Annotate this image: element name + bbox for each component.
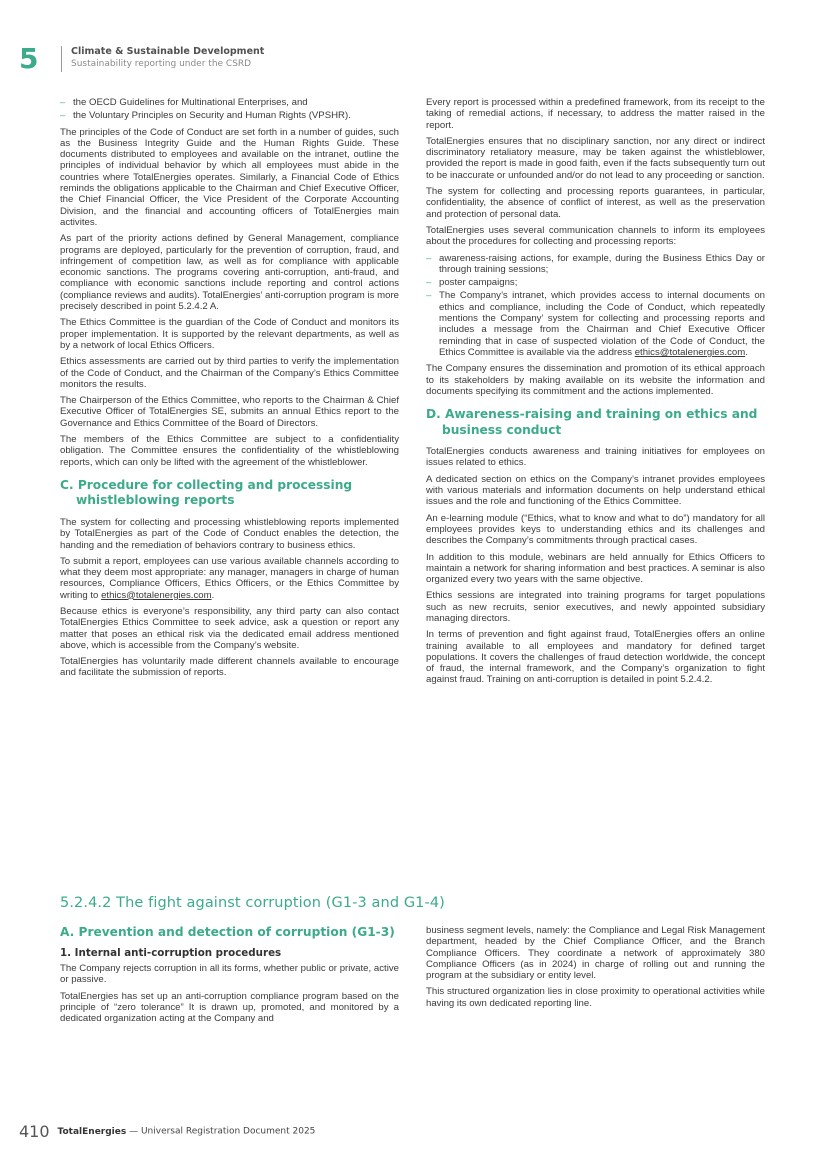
channels-end: . bbox=[211, 589, 215, 601]
paragraph: The members of the Ethics Committee are subject to a confidentiality obligation. The Committee ensures the confidentiality of the whistleblowing reports, which can only be lifted with the agreement of the whistleblower. bbox=[60, 434, 399, 468]
page-number: 410 bbox=[19, 1122, 50, 1141]
paragraph: business segment levels, namely: the Compliance and Legal Risk Management department, headed by the Chief Compliance Officer, and the Branch Compliance Officers. They coordinate a network of approximately 380 Compliance Officers (as in 2024) in charge of rolling out and running the program at the subsidiary or entity level. bbox=[426, 925, 765, 982]
bullet-intranet bbox=[426, 290, 765, 358]
section-d-line2: business conduct bbox=[442, 422, 562, 437]
bullet-awareness: – awareness-raising actions, for example, during the Business Ethics Day or through training sessions; bbox=[426, 253, 765, 276]
bullet-vpshr: – the Voluntary Principles on Security and Human Rights (VPSHR). bbox=[60, 110, 399, 121]
section-c-line2: whistleblowing reports bbox=[76, 493, 235, 508]
paragraph: Ethics assessments are carried out by third parties to verify the implementation of the Code of Conduct, and the Chairman of the Company’s Ethics Committee monitors the results. bbox=[60, 356, 399, 390]
right-column bbox=[426, 97, 765, 691]
footer-brand: TotalEnergies bbox=[57, 1126, 127, 1137]
intranet-end: . bbox=[745, 346, 748, 358]
channels-text: To submit a report, employees can use various available channels according to what they deem most appropriate: any manager, managers in charge of human resources, Compliance Officers, Ethics Officers, or the Ethics Committee by writing to bbox=[60, 555, 399, 601]
paragraph: The Chairperson of the Ethics Committee, who reports to the Chairman & Chief Executive Officer of TotalEnergies SE, submits an annual Ethics report to the Governance and Ethics Committee of the Board of Directors. bbox=[60, 395, 399, 429]
section-d-heading bbox=[426, 407, 765, 438]
ethics-email-link-2[interactable]: ethics@totalenergies.com bbox=[634, 346, 746, 358]
intranet-text: The Company’s intranet, which provides access to internal documents on ethics and compliance, including the Code of Conduct, which repeatedly mentions the Company’ system for collecting and processing reports and includes a message from the Chairman and Chief Executive Officer reminding that in case of suspected violation of the Code of Conduct, the Ethics Committee is available via the address bbox=[439, 290, 765, 358]
subsection-1-heading: 1. Internal anti-corruption procedures bbox=[60, 947, 282, 959]
paragraph: In addition to this module, webinars are held annually for Ethics Officers to maintain a network for sharing information and best practices. A seminar is also organized every two years with the same objective. bbox=[426, 551, 765, 586]
left-column bbox=[60, 97, 399, 684]
page-footer bbox=[19, 1122, 315, 1141]
paragraph: Every report is processed within a predefined framework, from its receipt to the taking of remedial actions, if necessary, to address the matter raised in the report. bbox=[426, 97, 765, 131]
paragraph: TotalEnergies has set up an anti-corruption compliance program based on the principle of “zero tolerance” It is drawn up, promoted, and monitored by a dedicated organization acting at the Company and bbox=[60, 990, 399, 1025]
ethics-email-link[interactable]: ethics@totalenergies.com bbox=[101, 589, 212, 601]
section-a-heading: A. Prevention and detection of corruption (G1-3) bbox=[60, 925, 395, 939]
chapter-number: 5 bbox=[19, 42, 39, 75]
paragraph: TotalEnergies uses several communication channels to inform its employees about the procedures for collecting and processing reports: bbox=[426, 224, 765, 248]
paragraph: The Ethics Committee is the guardian of the Code of Conduct and monitors its proper implementation. It is supported by the relevant departments, as well as by a network of local Ethics Officers. bbox=[60, 317, 399, 351]
paragraph: In terms of prevention and fight against fraud, TotalEnergies offers an online training available to all employees and mandatory for defined target populations. It covers the challenges of fraud detection worldwide, the concept of fraud, the internal framework, and the Company’s organization to fight against fraud. Training on anti-corruption is detailed in point 5.2.4.2. bbox=[426, 629, 765, 686]
paragraph: An e-learning module (“Ethics, what to know and what to do”) mandatory for all employees provides keys to understanding ethics and its challenges and describes the Company’s commitments through practical cases. bbox=[426, 512, 765, 547]
bottom-right-column bbox=[426, 925, 765, 1014]
paragraph: The system for collecting and processing reports guarantees, in particular, confidentiality, the absence of conflict of interest, as well as the preservation and protection of personal data. bbox=[426, 186, 765, 220]
paragraph: This structured organization lies in close proximity to operational activities while having its own dedicated reporting line. bbox=[426, 986, 765, 1009]
paragraph: The Company ensures the dissemination and promotion of its ethical approach to its stakeholders by making available on its website the information and documents specifying its commitment and the actions implemented. bbox=[426, 363, 765, 397]
section-c-line1: C. Procedure for collecting and processing bbox=[60, 477, 353, 492]
paragraph: Because ethics is everyone’s responsibility, any third party can also contact TotalEnergies Ethics Committee to seek advice, ask a question or report any matter that poses an ethical risk via the dedicated email address mentioned above, which is accessible from the Company’s website. bbox=[60, 605, 399, 651]
section-d-line1: D. Awareness-raising and training on ethics and bbox=[426, 407, 758, 422]
section-5242-heading: 5.2.4.2 The fight against corruption (G1-3 and G1-4) bbox=[60, 895, 445, 911]
bullet-poster: – poster campaigns; bbox=[426, 277, 765, 288]
paragraph: TotalEnergies conducts awareness and training initiatives for employees on issues related to ethics. bbox=[426, 446, 765, 469]
paragraph: TotalEnergies has voluntarily made different channels available to encourage and facilitate the submission of reports. bbox=[60, 656, 399, 679]
header-divider bbox=[61, 46, 62, 72]
paragraph: Ethics sessions are integrated into training programs for target populations such as new recruits, senior executives, and newly appointed subsidiary managing directors. bbox=[426, 590, 765, 624]
paragraph: The Company rejects corruption in all its forms, whether public or private, active or passive. bbox=[60, 963, 399, 986]
paragraph: The system for collecting and processing whistleblowing reports implemented by TotalEnergies as part of the Code of Conduct enables the detection, the handing and the remediation of behaviors contrary to business ethics. bbox=[60, 516, 399, 551]
paragraph: A dedicated section on ethics on the Company’s intranet provides employees with various materials and information documents on help understand ethical issues and the role and functioning of the Ethics Committee. bbox=[426, 473, 765, 508]
paragraph: As part of the priority actions defined by General Management, compliance programs are deployed, particularly for the prevention of corruption, fraud, and infringement of competition law, as well as for compliance with applicable economic sanctions. The programs covering anti-corruption, anti-fraud, and compliance with economic sanctions include reporting and control actions (compliance reviews and audits). TotalEnergies’ anti-corruption program is more precisely described in point 5.2.4.2 A. bbox=[60, 233, 399, 313]
header-subtitle: Sustainability reporting under the CSRD bbox=[71, 59, 252, 69]
section-c-heading bbox=[60, 478, 399, 509]
paragraph: TotalEnergies ensures that no disciplinary sanction, nor any direct or indirect discriminatory retaliatory measure, may be taken against the whistleblower, provided the report is made in good faith, even if the facts subsequently turn out to be inaccurate or unfounded and/or do not lead to any proceeding or sanction. bbox=[426, 135, 765, 181]
paragraph: The principles of the Code of Conduct are set forth in a number of guides, such as the Business Integrity Guide and the Human Rights Guide. These documents distributed to employees and available on the intranet, outline the principles of individual behavior by which all employees must abide in the countries where TotalEnergies operates. Similarly, a Financial Code of Ethics reminds the obligations applicable to the Chairman and Chief Executive Officer, the Chief Financial Officer, the Vice President of the Corporate Accounting Division, and the financial and accounting officers of TotalEnergies main activites. bbox=[60, 126, 399, 228]
bottom-left-column bbox=[60, 925, 399, 1029]
footer-document-title: — Universal Registration Document 2025 bbox=[126, 1126, 316, 1137]
paragraph-channels bbox=[60, 556, 399, 601]
header-title: Climate & Sustainable Development bbox=[71, 46, 265, 57]
bullet-oecd: – the OECD Guidelines for Multinational Enterprises, and bbox=[60, 97, 399, 108]
